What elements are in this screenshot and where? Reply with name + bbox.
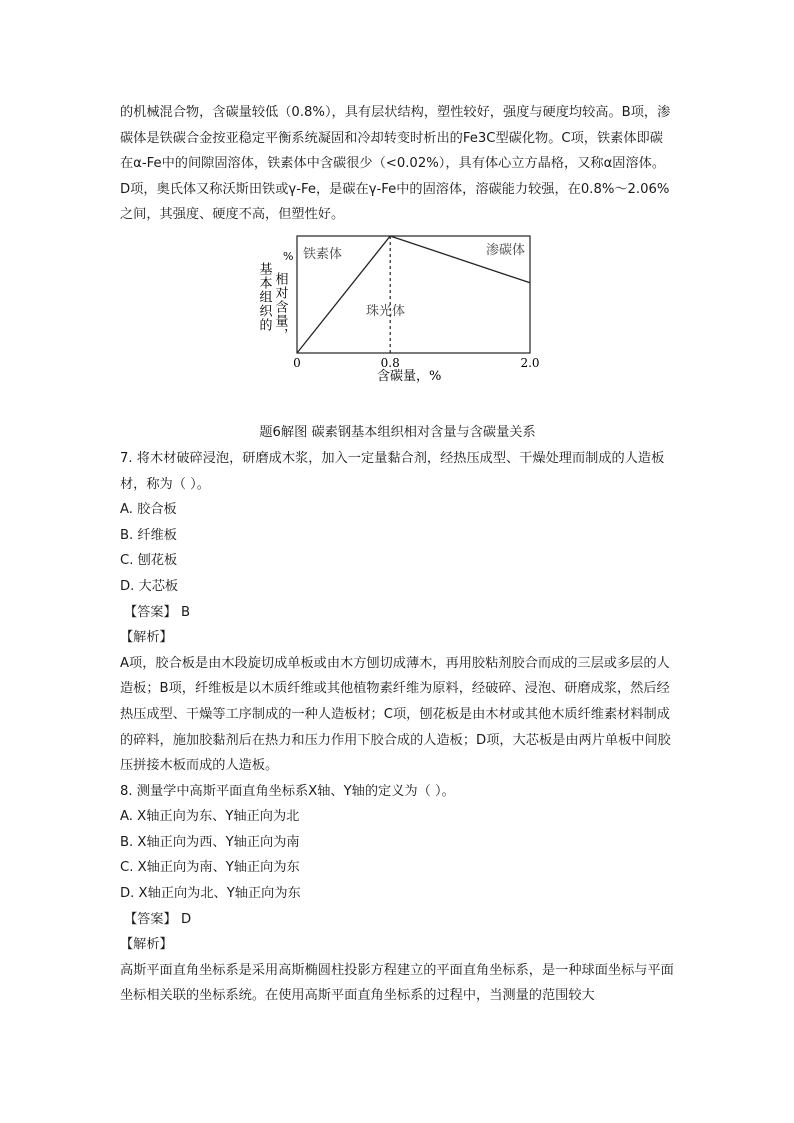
page-content (120, 100, 675, 1009)
q7-analysis: A项，胶合板是由木段旋切成单板或由木方刨切成薄木，再用胶粘剂胶合而成的三层或多层的人造板；B项，纤维板是以木质纤维或其他植物素纤维为原料，经破碎、浸泡、研磨成浆，然后经热压成型、干燥等工序制成的一种人造板材；C项，刨花板是由木材或其他木质纤维素材料制成的碎料，施加胶黏剂后在热力和压力作用下胶合成的人造板；D项，大芯板是由两片单板中间胶压拼接木板而成的人造板。 (120, 655, 671, 774)
q8-option-d: D. X轴正向为北、Y轴正向为东 (120, 886, 301, 902)
figure-caption: 题6解图 碳素钢基本组织相对含量与含碳量关系 (259, 424, 536, 440)
q7-option-a: A. 胶合板 (120, 502, 177, 518)
q7-answer: 【答案】 B (124, 604, 190, 620)
x-tick-label: 0 (293, 355, 301, 370)
ylabel-line1: 基本组织的 (256, 261, 272, 332)
q8-question: 8. 测量学中高斯平面直角坐标系X轴、Y轴的定义为（ ）。 (120, 783, 455, 799)
ylabel-line2: 相对含量， (272, 271, 288, 342)
q7-analysis-title: 【解析】 (120, 630, 173, 646)
top-paragraph: 的机械混合物，含碳量较低（0.8%），具有层状结构，塑性较好，强度与硬度均较高。B项，渗碳体是铁碳合金按亚稳定平衡系统凝固和冷却转变时析出的Fe3C型碳化物。C项，铁素体即碳在α-Fe中的间隙固溶体，铁素体中含碳很少（<0.02%），具有体心立方晶格，又称α固溶体。D项，奥氏体又称沃斯田铁或γ-Fe，是碳在γ-Fe中的固溶体，溶碳能力较强，在0.8%～2.06%之间，其强度、硬度不高，但塑性好。 (120, 105, 671, 223)
q7-question: 7. 将木材破碎浸泡，研磨成木浆，加入一定量黏合剂，经热压成型、干燥处理而制成的人造板材，称为（ ）。 (120, 450, 665, 492)
figure (120, 228, 675, 418)
label-cementite: 渗碳体 (486, 242, 526, 258)
q8-analysis-title: 【解析】 (120, 937, 173, 953)
x-ticks (293, 356, 539, 370)
q8-analysis: 高斯平面直角坐标系是采用高斯椭圆柱投影方程建立的平面直角坐标系，是一种球面坐标与平面坐标相关联的坐标系统。在使用高斯平面直角坐标系的过程中，当测量的范围较大 (120, 962, 674, 1004)
ylabel-unit: % (283, 249, 294, 263)
q7-option-b: B. 纤维板 (120, 527, 177, 543)
chart (250, 232, 550, 412)
q7-option-c: C. 刨花板 (120, 553, 178, 569)
q7-option-d: D. 大芯板 (120, 578, 179, 594)
q8-option-a: A. X轴正向为东、Y轴正向为北 (120, 809, 300, 825)
x-tick-label: 0.8 (380, 355, 400, 370)
q8-option-c: C. X轴正向为南、Y轴正向为东 (120, 860, 300, 876)
x-tick-label: 2.0 (520, 355, 540, 370)
q8-option-b: B. X轴正向为西、Y轴正向为南 (120, 834, 300, 850)
label-pearlite: 珠光体 (366, 303, 406, 319)
xlabel: 含碳量，% (377, 368, 442, 384)
label-ferrite: 铁素体 (303, 246, 343, 262)
q8-answer: 【答案】 D (124, 911, 192, 927)
